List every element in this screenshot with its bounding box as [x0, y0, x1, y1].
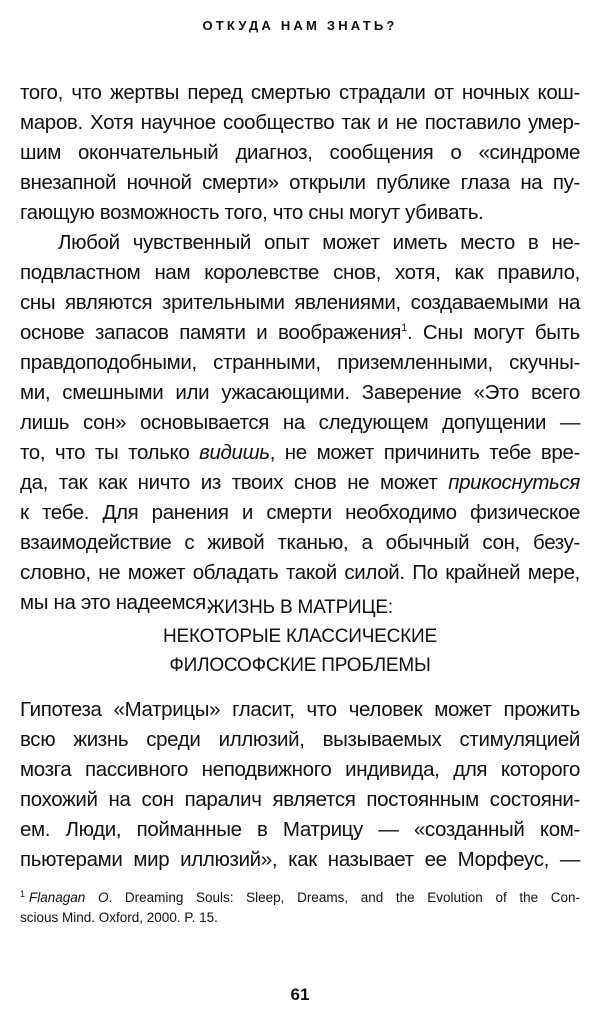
footnote-author: Flanagan O [29, 890, 109, 905]
heading-line: ФИЛОСОФСКИЕ ПРОБЛЕМЫ [169, 655, 431, 676]
text-line: внезапной ночной смерти» открыли публике глаза на пу- [20, 171, 580, 194]
text-line: всю жизнь среди иллюзий, вызываемых стимуляцией [20, 728, 580, 751]
footnote-mark: 1 [20, 889, 26, 899]
text-segment: основе запасов памяти и воображения [20, 321, 402, 344]
text-line: лишь сон» основывается на следующем допущении — [20, 411, 580, 434]
text-line: взаимодействие с живой тканью, а обычный сон, безу- [20, 531, 580, 554]
emphasis: прикоснуться [448, 471, 580, 494]
footnote-reference[interactable]: 1 [401, 322, 407, 334]
heading-line: ЖИЗНЬ В МАТРИЦЕ: [207, 597, 393, 618]
text-line [20, 438, 580, 468]
text-line [20, 318, 580, 348]
footnote [20, 888, 580, 928]
text-line: того, что жертвы перед смертью страдали от ночных кош- [20, 81, 580, 104]
paragraph [20, 78, 580, 618]
text-line: ем. Люди, пойманные в Матрицу — «созданный ком- [20, 818, 580, 841]
text-segment: , не может причинить тебе вре- [269, 441, 580, 464]
paragraph [20, 695, 580, 875]
text-line: ми, смешными или ужасающими. Заверение «Это всего [20, 381, 580, 404]
text-line: пьютерами мир иллюзий», как называет ее Морфеус, — [20, 848, 580, 871]
heading-line: НЕКОТОРЫЕ КЛАССИЧЕСКИЕ [163, 626, 437, 647]
page-number: 61 [290, 985, 310, 1004]
running-head: ОТКУДА НАМ ЗНАТЬ? [202, 18, 398, 33]
text-line: похожий на сон паралич является постоянным состояни- [20, 788, 580, 811]
text-segment: . Сны могут быть [406, 321, 581, 344]
text-segment: то, что ты только [20, 441, 200, 464]
emphasis: видишь [199, 441, 270, 464]
text-line: словно, не может обладать такой силой. По крайней мере, [20, 561, 580, 584]
text-line: к тебе. Для ранения и смерти необходимо физическое [20, 501, 580, 524]
footnote-line: scious Mind. Oxford, 2000. P. 15. [20, 910, 218, 925]
text-line: сны являются зрительными явлениями, создаваемыми на [20, 291, 580, 314]
text-line: подвластном нам королевстве снов, хотя, как правило, [20, 261, 580, 284]
footnote-line [20, 888, 580, 908]
text-line [20, 468, 580, 498]
text-line: Любой чувственный опыт может иметь место в не- [58, 231, 580, 254]
text-segment: да, так как ничто из твоих снов не может [20, 471, 449, 494]
text-line: мы на это надеемся. [20, 591, 212, 614]
text-line: Гипотеза «Матрицы» гласит, что человек может прожить [20, 698, 580, 721]
footnote-text: . Dreaming Souls: Sleep, Dreams, and the Evolution of the Con- [108, 890, 581, 905]
text-line: маров. Хотя научное сообщество так и не поставило умер- [20, 111, 580, 134]
text-line: правдоподобными, странными, приземленными, скучны- [20, 351, 580, 374]
text-line: шим окончательный диагноз, сообщения о «синдроме [20, 141, 580, 164]
text-line: мозга пассивного неподвижного индивида, для которого [20, 758, 580, 781]
section-heading [0, 593, 600, 680]
text-line: гающую возможность того, что сны могут убивать. [20, 201, 484, 224]
